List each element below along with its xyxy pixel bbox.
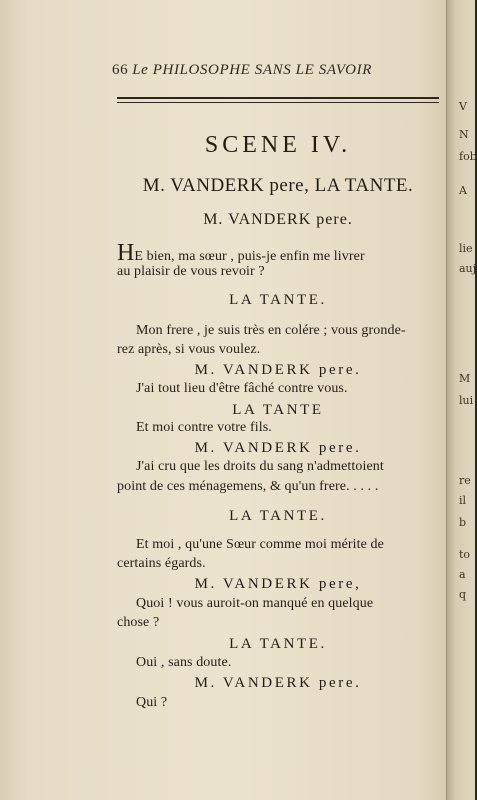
facing-page-fragment: V <box>459 100 467 113</box>
speech-line: Mon frere , je suis très en colére ; vous gronde- <box>136 323 406 338</box>
drop-cap: H <box>117 240 135 266</box>
facing-page-fragment: q <box>459 588 467 601</box>
scene-heading: SCENE IV. <box>204 132 352 158</box>
speech-line <box>117 240 365 267</box>
scene-characters: M. VANDERK pere, LA TANTE. <box>142 175 414 196</box>
speaker-name: LA TANTE. <box>229 636 327 652</box>
speech-line: certains égards. <box>117 556 206 571</box>
facing-page-fragment: fob <box>459 150 477 163</box>
speaker-name: M. VANDERK pere. <box>194 362 362 378</box>
speaker-name: M. VANDERK pere, <box>194 576 362 592</box>
facing-page-fragment: auj <box>459 262 477 275</box>
facing-page-fragment: b <box>459 516 467 529</box>
speech-text: E bien, ma sœur , puis-je enfin me livrer <box>134 249 365 264</box>
speech-line: chose ? <box>117 615 160 630</box>
running-title: Le PHILOSOPHE SANS LE SAVOIR <box>132 62 372 78</box>
facing-page-fragment: A <box>459 184 467 197</box>
speech-line: J'ai cru que les droits du sang n'admettoient <box>136 459 384 474</box>
first-speaker: M. VANDERK pere. <box>203 211 353 228</box>
facing-page-fragment: lui <box>459 394 474 407</box>
header-rule-thin <box>117 102 439 103</box>
running-header <box>112 62 442 79</box>
speech-line: Qui ? <box>136 695 168 710</box>
speech-line: point de ces ménagemens, & qu'un frere. . . . . <box>117 479 379 494</box>
facing-page-fragment: N <box>459 128 469 141</box>
speech-line: rez après, si vous voulez. <box>117 342 261 357</box>
speech-line: Et moi contre votre fils. <box>136 420 272 435</box>
speaker-name: LA TANTE <box>232 402 324 418</box>
speaker-name: LA TANTE. <box>229 292 327 308</box>
speech-line: Et moi , qu'une Sœur comme moi mérite de <box>136 537 384 552</box>
speech-line: Oui , sans doute. <box>136 655 232 670</box>
speaker-name: M. VANDERK pere. <box>194 675 362 691</box>
page-number: 66 <box>112 62 129 78</box>
header-rule <box>117 97 439 99</box>
speaker-name: LA TANTE. <box>229 508 327 524</box>
facing-page-fragment: M <box>459 372 471 385</box>
facing-page-fragment: lie <box>459 242 473 255</box>
facing-page-fragment: re <box>459 474 471 487</box>
facing-page-fragment: a <box>459 568 466 581</box>
speech-line: J'ai tout lieu d'être fâché contre vous. <box>136 381 348 396</box>
speech-line: Quoi ! vous auroit-on manqué en quelque <box>136 596 374 611</box>
facing-page-fragment: to <box>459 548 471 561</box>
facing-page-fragment: il <box>459 494 467 507</box>
speaker-name: M. VANDERK pere. <box>194 440 362 456</box>
speech-line: au plaisir de vous revoir ? <box>117 264 265 279</box>
